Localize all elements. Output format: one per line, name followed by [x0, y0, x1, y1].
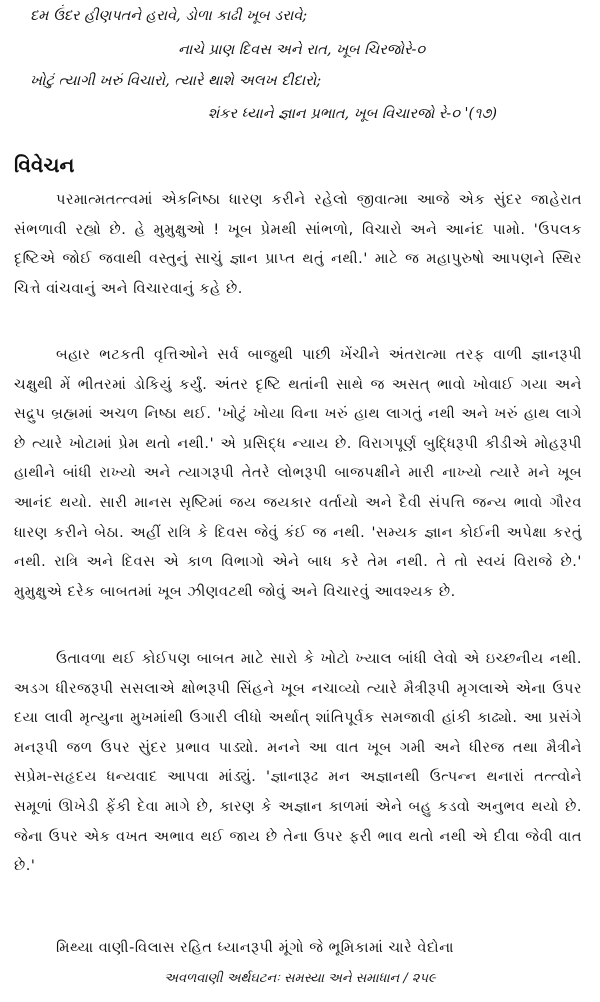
- section-heading: વિવેચન: [14, 153, 75, 177]
- paragraph-4: [14, 934, 582, 964]
- paragraph-2: [14, 341, 582, 607]
- paragraph-text: ઉતાવળા થઈ કોઈપણ બાબત માટે સારો કે ખોટો ખ્યાલ બાંધી લેવો એ ઇચ્છનીય નથી. અડગ ધીરજરૂપી સસલાએ ક્ષોભરૂપી સિંહને ખૂબ નચાવ્યો ત્યારે મૈત્રીરૂપી મૃગલાએ એના ઉપર દયા લાવી મૃત્યુના મુખમાંથી ઉગારી લીધો અર્થાત્ શાંતિપૂર્વક સમજાવી હાંકી કાઢ્યો. આ પ્રસંગે મનરૂપી જળ ઉપર સુંદર પ્રભાવ પાડ્યો. મનને આ વાત ખૂબ ગમી અને ધીરજ તથા મૈત્રીને સપ્રેમ-સહૃદય ધન્યવાદ આપવા માંડ્યું. 'જ્ઞાનારૂઢ મન અજ્ઞાનથી ઉત્પન્ન થનારાં તત્ત્વોને સમૂળાં ઊખેડી ફેંકી દેવા માગે છે, કારણ કે અજ્ઞાન કાળમાં એને બહુ કડવો અનુભવ થયો છે. જેના ઉપર એક વખત અભાવ થઈ જાય છે તેના ઉપર ફરી ભાવ થતો નથી એ દીવા જેવી વાત છે.': [14, 651, 582, 875]
- paragraph-3: [14, 645, 582, 882]
- paragraph-text: બહાર ભટકતી વૃત્તિઓને સર્વ બાજુથી પાછી ખેંચીને અંતરાત્મા તરફ વાળી જ્ઞાનરૂપી ચક્ષુથી મેં ભીતરમાં ડોકિયું કર્યું. અંતર દૃષ્ટિ થતાંની સાથે જ અસત્ ભાવો ખોવાઈ ગયા અને સદ્રુપ બ્રહ્મમાં અચળ નિષ્ઠા થઈ. 'ખોટું ખોયા વિના ખરું હાથ લાગતું નથી અને ખરું હાથ લાગે છે ત્યારે ખોટામાં પ્રેમ થતો નથી.' એ પ્રસિદ્ધ ન્યાય છે. વિરાગપૂર્ણ બુદ્ધિરૂપી કીડીએ મોહરૂપી હાથીને બાંધી રાખ્યો અને ત્યાગરૂપી તેતરે લોભરૂપી બાજપક્ષીને મારી નાખ્યો ત્યારે મને ખૂબ આનંદ થયો. સારી માનસ સૃષ્ટિમાં જય જયકાર વર્તાયો અને દૈવી સંપત્તિ જન્ય ભાવો ગૌરવ ધારણ કરીને બેઠા. અહીં રાત્રિ કે દિવસ જેવું કંઈ જ નથી. 'સમ્યક જ્ઞાન કોઈની અપેક્ષા કરતું નથી. રાત્રિ અને દિવસ એ કાળ વિભાગો એને બાધ કરે તેમ નથી. તે તો સ્વયં વિરાજે છે.' મુમુક્ષુએ દરેક બાબતમાં ખૂબ ઝીણવટથી જોવું અને વિચારવું આવશ્યક છે.: [14, 347, 582, 600]
- page-footer: અવળવાણી અર્થઘટનઃ સમસ્યા અને સમાધાન / ૨૫૯: [164, 971, 436, 986]
- paragraph-1: [14, 186, 582, 304]
- paragraph-text: મિથ્યા વાણી-વિલાસ રહિત ધ્યાનરૂપી મૂંગો જે ભૂમિકામાં ચારે વેદોના: [56, 940, 455, 956]
- verse-line-3: ખોટું ત્યાગી ખરું વિચારો, ત્યારે થાશે અલખ દીદારો;: [30, 73, 322, 89]
- verse-line-1: દમ ઉંદર હીણપતને હરાવે, ડોળા કાઢી ખૂબ ડરાવે;: [30, 8, 308, 24]
- verse-line-4: શંકર ધ્યાને જ્ઞાન પ્રભાત, ખૂબ વિચારજો રે-૦ '(૧૭): [208, 106, 498, 122]
- verse-line-2: નાચે પ્રાણ દિવસ અને રાત, ખૂબ ચિરજોરે-૦: [178, 42, 426, 58]
- paragraph-text: પરમાત્મતત્ત્વમાં એકનિષ્ઠા ધારણ કરીને રહેલો જીવાત્મા આજે એક સુંદર જાહેરાત સંભળાવી રહ્યો છે. હે મુમુક્ષુઓ ! ખૂબ પ્રેમથી સાંભળો, વિચારો અને આનંદ પામો. 'ઉપલક દૃષ્ટિએ જોઈ જવાથી વસ્તુનું સાચું જ્ઞાન પ્રાપ્ત થતું નથી.' માટે જ મહાપુરુષો આપણને સ્થિર ચિત્તે વાંચવાનું અને વિચારવાનું કહે છે.: [14, 192, 582, 297]
